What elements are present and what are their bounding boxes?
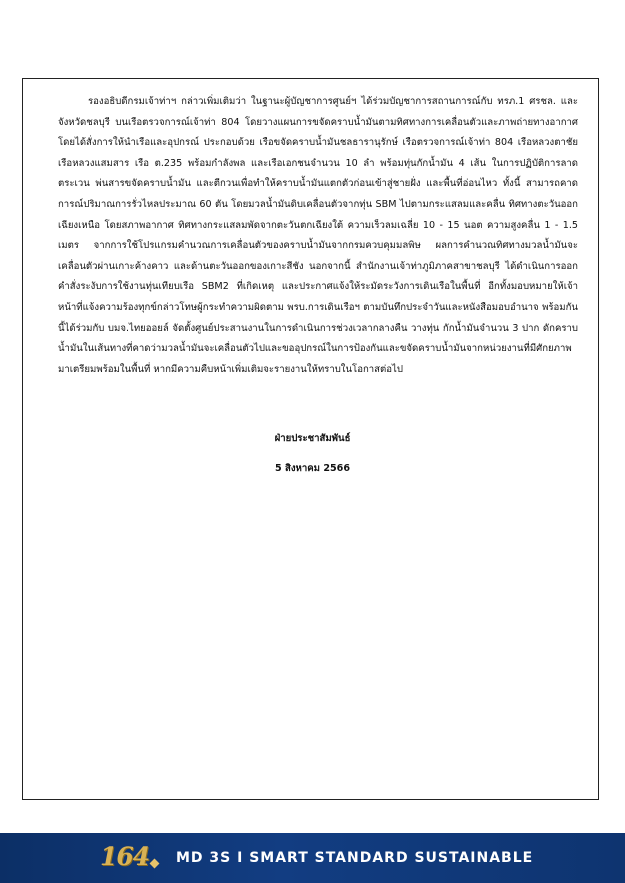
anniversary-logo-number: 164 [100, 842, 150, 871]
footer-banner [0, 833, 625, 883]
body-paragraph: รองอธิบดีกรมเจ้าท่าฯ กล่าวเพิ่มเติมว่า ในฐานะผู้บัญชาการศูนย์ฯ ได้ร่วมบัญชาการสถานการณ์กับ ทรภ.1 ศรชล. และจังหวัดชลบุรี บนเรือตรวจการณ์เจ้าท่า 804 โดยวางแผนการขจัดคราบน้ำมันตามทิศทางการเคลื่อนตัวและภาพถ่ายทางอากาศ โดยได้สั่งการให้นำเรือและอุปกรณ์ ประกอบด้วย เรือขจัดคราบน้ำมันชลธารานุรักษ์ เรือตรวจการณ์เจ้าท่า 804 เรือหลวงตาชัย เรือหลวงแสมสาร เรือ ต.235 พร้อมกำลังพล และเรือเอกชนจำนวน 10 ลำ พร้อมทุ่นกักน้ำมัน 4 เส้น ในการปฏิบัติการลาดตระเวน พ่นสารขจัดคราบน้ำมัน และตีกวนเพื่อทำให้คราบน้ำมันแตกตัวก่อนเข้าสู่ชายฝั่ง และพื้นที่อ่อนไหว ทั้งนี้ สามารถคาดการณ์ปริมาณการรั่วไหลประมาณ 60 ตัน โดยมวลน้ำมันดิบเคลื่อนตัวจากทุ่น SBM ไปตามกระแสลมและคลื่น ทิศทางตะวันออกเฉียงเหนือ โดยสภาพอากาศ ทิศทางกระแสลมพัดจากตะวันตกเฉียงใต้ ความเร็วลมเฉลี่ย 10 - 15 นอต ความสูงคลื่น 1 - 1.5 เมตร จากการใช้โปรแกรมคำนวณการเคลื่อนตัวของคราบน้ำมันจากกรมควบคุมมลพิษ ผลการคำนวณทิศทางมวลน้ำมันจะเคลื่อนตัวผ่านเกาะค้างคาว และด้านตะวันออกของเกาะสีชัง นอกจากนี้ สำนักงานเจ้าท่าภูมิภาคสาขาชลบุรี ได้ดำเนินการออกคำสั่งระงับการใช้งานทุ่นเทียบเรือ SBM2 ที่เกิดเหตุ และประกาศแจ้งให้ระมัดระวังการเดินเรือในพื้นที่ อีกทั้งมอบหมายให้เจ้าหน้าที่แจ้งความร้องทุกข์กล่าวโทษผู้กระทำความผิดตาม พรบ.การเดินเรือฯ ตามบันทึกประจำวันและหนังสือมอบอำนาจ พร้อมกันนี้ได้ร่วมกับ บมจ.ไทยออยล์ จัดตั้งศูนย์ประสานงานในการดำเนินการช่วงเวลากลางคืน วางทุ่น กักน้ำมันจำนวน 3 ปาก ดักคราบน้ำมันในเส้นทางที่คาดว่ามวลน้ำมันจะเคลื่อนตัวไปและขออุปกรณ์ในการป้องกันและขจัดคราบน้ำมันจากหน่วยงานที่มีศักยภาพมาเตรียมพร้อมในพื้นที่ หากมีความคืบหน้าเพิ่มเติมจะรายงานให้ทราบในโอกาสต่อไป [58, 96, 578, 375]
press-release-body [58, 92, 578, 380]
anniversary-logo [100, 842, 158, 872]
sparkle-icon [150, 859, 160, 869]
department-signature: ฝ่ายประชาสัมพันธ์ [274, 433, 351, 444]
footer-slogan: MD 3S I SMART STANDARD SUSTAINABLE [176, 850, 534, 866]
release-date: 5 สิงหาคม 2566 [274, 463, 351, 474]
